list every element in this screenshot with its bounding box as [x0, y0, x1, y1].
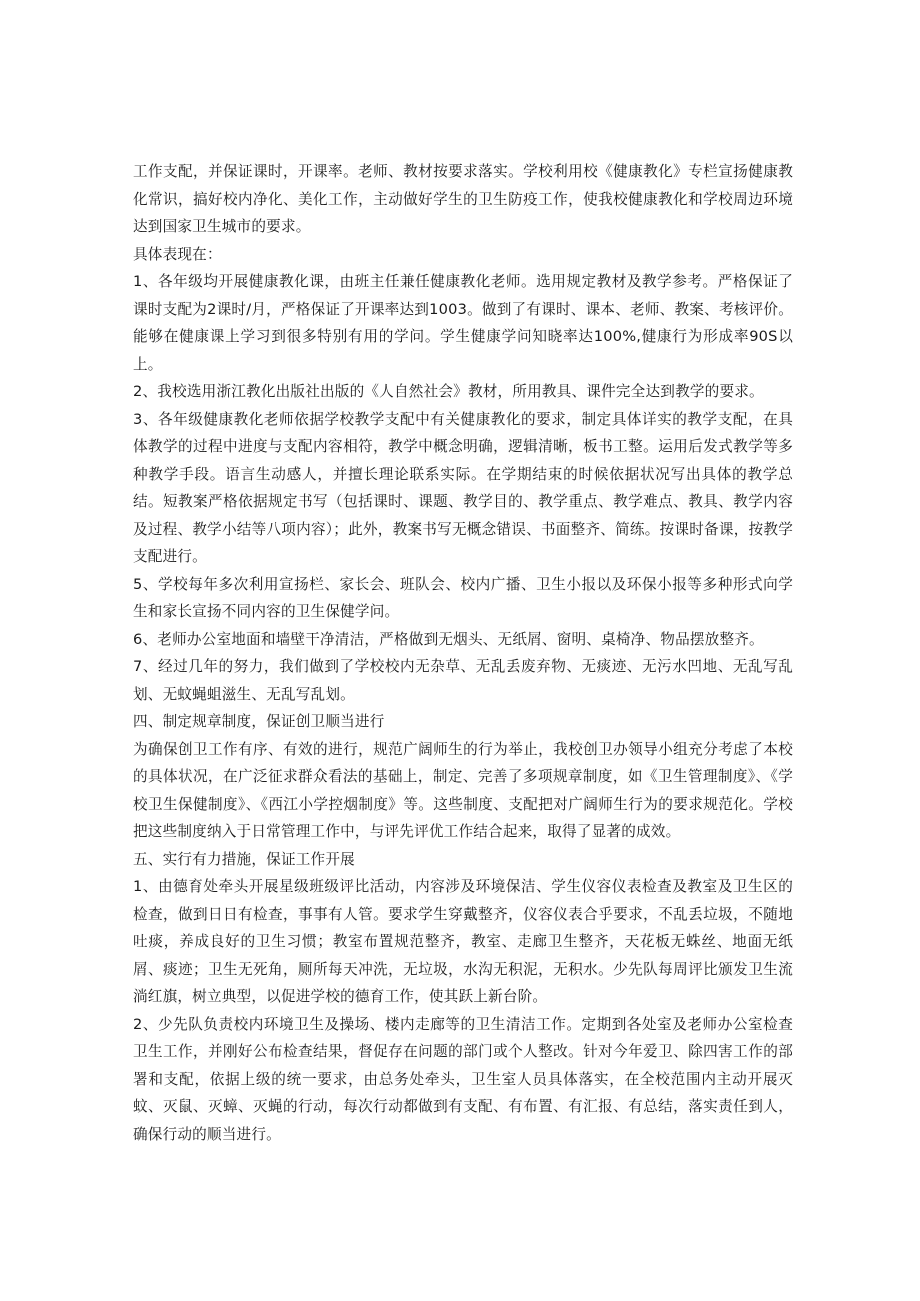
paragraph-item-2: 2、我校选用浙江教化出版社出版的《人自然社会》教材，所用教具、课件完全达到教学的要求。 [133, 383, 764, 400]
section-heading-5: 五、实行有力措施，保证工作开展 [133, 850, 355, 868]
paragraph-item-3: 3、各年级健康教化老师依据学校教学支配中有关健康教化的要求，制定具体详实的教学支配，在具体教学的过程中进度与支配内容相符，教学中概念明确，逻辑清晰，板书工整。运用后发式教学等多种教学手段。语言生动感人，并擅长理论联系实际。在学期结束的时候依据状况写出具体的教学总结。短教案严格依据规定书写（包括课时、课题、教学目的、教学重点、教学难点、教具、教学内容及过程、教学小结等八项内容）；此外，教案书写无概念错误、书面整齐、简练。按课时备课，按教学支配进行。 [133, 410, 793, 565]
paragraph-item-5: 5、学校每年多次利用宣扬栏、家长会、班队会、校内广播、卫生小报以及环保小报等多种形式向学生和家长宣扬不同内容的卫生保健学问。 [133, 575, 793, 620]
paragraph-measure-2: 2、少先队负责校内环境卫生及操场、楼内走廊等的卫生清洁工作。定期到各处室及老师办公室检查卫生工作，并刚好公布检查结果，督促存在问题的部门或个人整改。针对今年爱卫、除四害工作的部署和支配，依据上级的统一要求，由总务处牵头，卫生室人员具体落实，在全校范围内主动开展灭蚊、灭鼠、灭蟑、灭蝇的行动，每次行动都做到有支配、有布置、有汇报、有总结，落实责任到人，确保行动的顺当进行。 [133, 1015, 793, 1143]
paragraph-item-1: 1、各年级均开展健康教化课，由班主任兼任健康教化老师。选用规定教材及教学参考。严格保证了课时支配为2课时/月，严格保证了开课率达到1003。做到了有课时、课本、老师、教案、考核评价。能够在健康课上学习到很多特别有用的学问。学生健康学问知晓率达100%,健康行为形成率90S以上。 [133, 273, 793, 373]
paragraph-intro: 工作支配，并保证课时，开课率。老师、教材按要求落实。学校利用校《健康教化》专栏宣扬健康教化常识，搞好校内净化、美化工作，主动做好学生的卫生防疫工作，使我校健康教化和学校周边环境达到国家卫生城市的要求。 [133, 163, 793, 235]
paragraph-item-6: 6、老师办公室地面和墙壁干净清洁，严格做到无烟头、无纸屑、窗明、桌椅净、物品摆放整齐。 [133, 630, 764, 648]
paragraph-heading-specific: 具体表现在： [133, 245, 222, 263]
paragraph-item-7: 7、经过几年的努力，我们做到了学校校内无杂草、无乱丢废弃物、无痰迹、无污水凹地、无乱写乱划、无蚊蝇蛆滋生、无乱写乱划。 [133, 658, 793, 703]
document-body [133, 158, 793, 1148]
paragraph-section-4: 为确保创卫工作有序、有效的进行，规范广阔师生的行为举止，我校创卫办领导小组充分考虑了本校的具体状况，在广泛征求群众看法的基础上，制定、完善了多项规章制度，如《卫生管理制度》、《学校卫生保健制度》、《西江小学控烟制度》等。这些制度、支配把对广阔师生行为的要求规范化。学校把这些制度纳入于日常管理工作中，与评先评优工作结合起来，取得了显著的成效。 [133, 740, 793, 840]
paragraph-measure-1: 1、由德育处牵头开展星级班级评比活动，内容涉及环境保洁、学生仪容仪表检查及教室及卫生区的检查，做到日日有检查，事事有人管。要求学生穿戴整齐，仪容仪表合乎要求，不乱丢垃圾，不随地吐痰，养成良好的卫生习惯；教室布置规范整齐，教室、走廊卫生整齐，天花板无蛛丝、地面无纸屑、痰迹；卫生无死角，厕所每天冲洗，无垃圾，水沟无积泥，无积水。少先队每周评比颁发卫生流淌红旗，树立典型，以促进学校的德育工作，使其跃上新台阶。 [133, 878, 793, 1005]
section-heading-4: 四、制定规章制度，保证创卫顺当进行 [133, 713, 385, 730]
